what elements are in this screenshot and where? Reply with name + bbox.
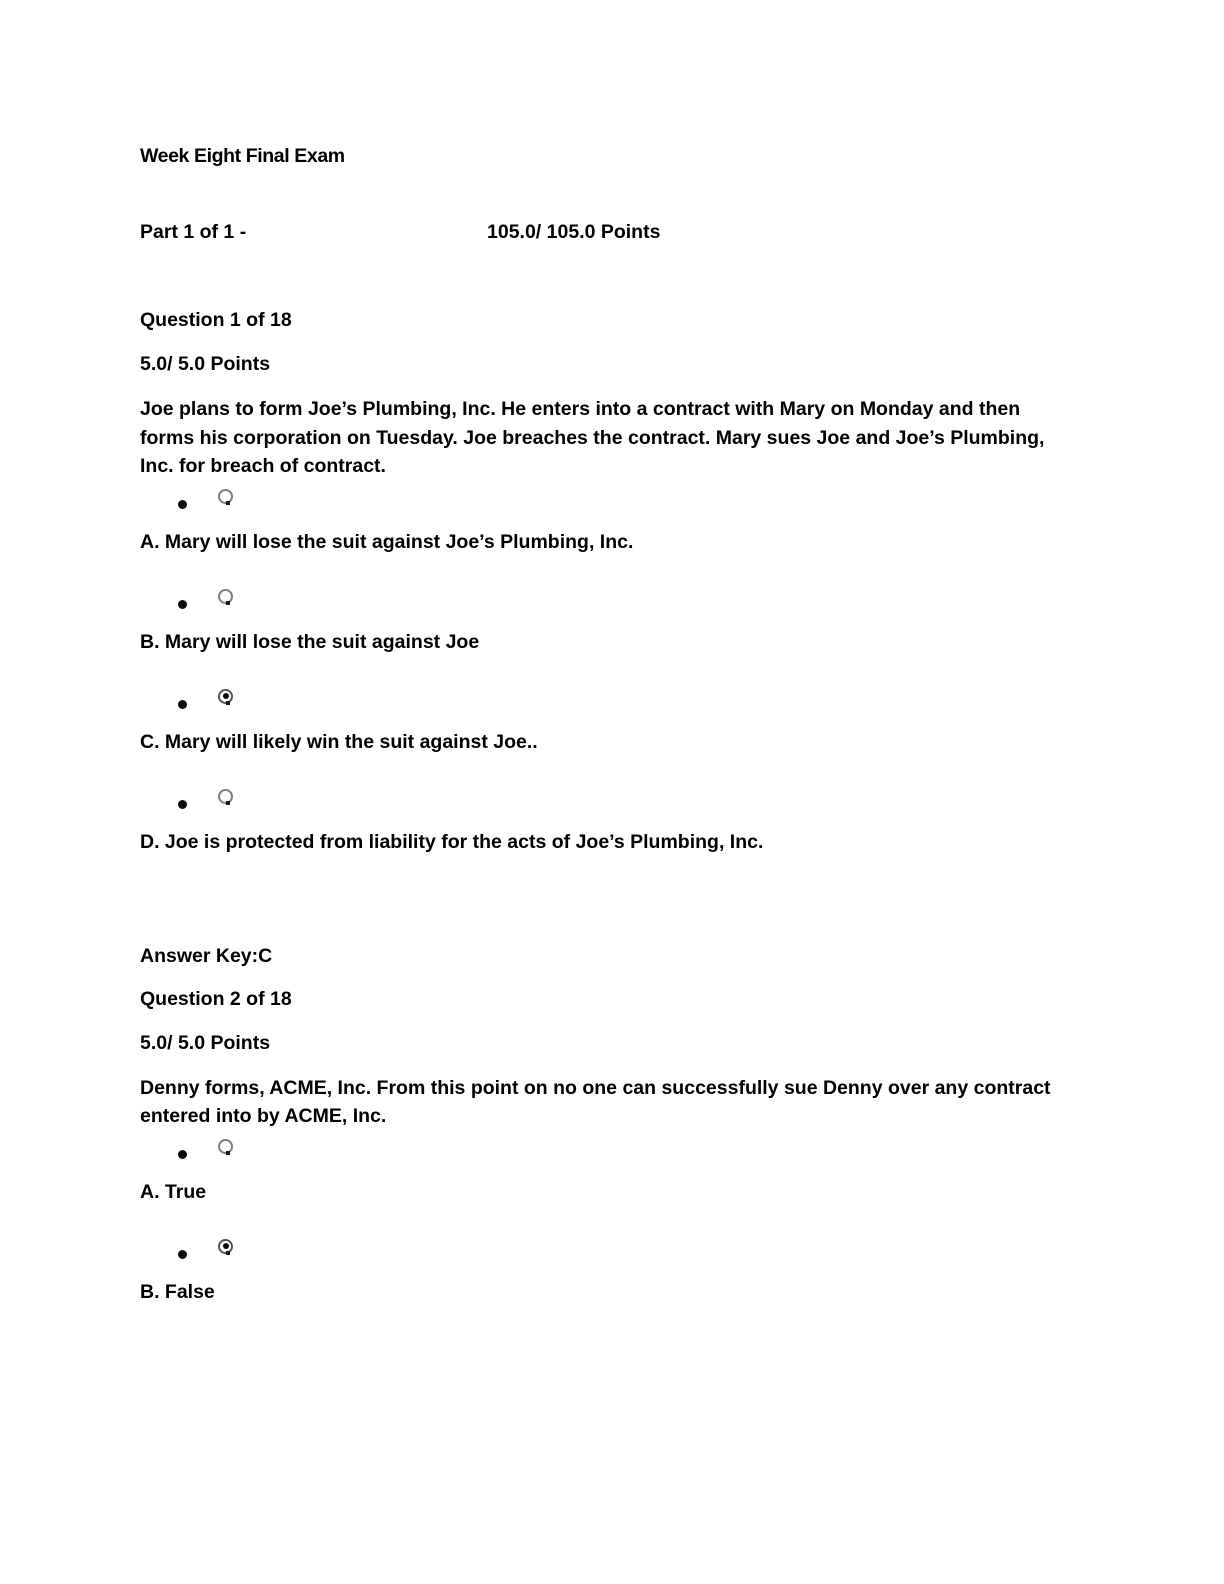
option-a[interactable]: [140, 481, 1058, 555]
radio-inner-dot: [223, 693, 229, 699]
question-text: Joe plans to form Joe’s Plumbing, Inc. He enters into a contract with Mary on Monday and then forms his corporation on Tuesday. Joe breaches the contract. Mary sues Joe and Joe’s Plumbing, Inc. for breach of contract.: [140, 398, 1045, 478]
radio-button-selected-icon[interactable]: [218, 1239, 233, 1254]
spacer: [140, 855, 1058, 943]
radio-inner-dot: [223, 1243, 229, 1249]
list-bullet-icon: [178, 600, 187, 609]
radio-button-unselected-icon[interactable]: [218, 789, 233, 804]
option-b[interactable]: [140, 1231, 1058, 1305]
option-control-row: [140, 1131, 1058, 1179]
list-bullet-icon: [178, 500, 187, 509]
option-d[interactable]: [140, 781, 1058, 855]
list-bullet-icon: [178, 800, 187, 809]
list-bullet-icon: [178, 1150, 187, 1159]
question-block-1: [140, 307, 1058, 969]
question-block-2: [140, 986, 1058, 1305]
radio-button-unselected-icon[interactable]: [218, 489, 233, 504]
option-control-row: [140, 581, 1058, 629]
spacer: [140, 245, 1058, 307]
option-control-row: [140, 481, 1058, 529]
question-points: 5.0/ 5.0 Points: [140, 353, 271, 376]
radio-button-unselected-icon[interactable]: [218, 1139, 233, 1154]
spacer: [140, 333, 1058, 351]
option-c[interactable]: [140, 681, 1058, 755]
page-content: [140, 0, 1058, 1305]
option-a[interactable]: [140, 1131, 1058, 1205]
question-text: Denny forms, ACME, Inc. From this point on no one can successfully sue Denny over any contract entered into by ACME, Inc.: [140, 1076, 1051, 1128]
question-points: 5.0/ 5.0 Points: [140, 1031, 271, 1054]
page-title: Week Eight Final Exam: [140, 145, 345, 167]
spacer: [140, 1205, 1058, 1231]
option-control-row: [140, 1231, 1058, 1279]
spacer: [140, 1012, 1058, 1030]
spacer: [140, 755, 1058, 781]
question-heading: Question 1 of 18: [140, 309, 292, 332]
option-label: C. Mary will likely win the suit against Joe..: [140, 730, 538, 753]
spacer: [140, 655, 1058, 681]
answer-key: Answer Key:C: [140, 944, 273, 967]
option-label: B. False: [140, 1280, 215, 1303]
part-summary-row: [140, 219, 1058, 245]
part-points: 105.0/ 105.0 Points: [487, 221, 661, 244]
radio-button-unselected-icon[interactable]: [218, 589, 233, 604]
option-control-row: [140, 681, 1058, 729]
part-label: Part 1 of 1 -: [140, 221, 247, 244]
spacer: [140, 555, 1058, 581]
option-control-row: [140, 781, 1058, 829]
spacer: [140, 969, 1058, 986]
option-label: A. Mary will lose the suit against Joe’s Plumbing, Inc.: [140, 530, 634, 553]
list-bullet-icon: [178, 1250, 187, 1259]
spacer: [140, 377, 1058, 395]
spacer: [140, 1056, 1058, 1074]
option-label: B. Mary will lose the suit against Joe: [140, 630, 480, 653]
option-b[interactable]: [140, 581, 1058, 655]
option-label: A. True: [140, 1180, 207, 1203]
question-heading: Question 2 of 18: [140, 987, 292, 1010]
option-label: D. Joe is protected from liability for the acts of Joe’s Plumbing, Inc.: [140, 830, 764, 853]
list-bullet-icon: [178, 700, 187, 709]
radio-button-selected-icon[interactable]: [218, 689, 233, 704]
